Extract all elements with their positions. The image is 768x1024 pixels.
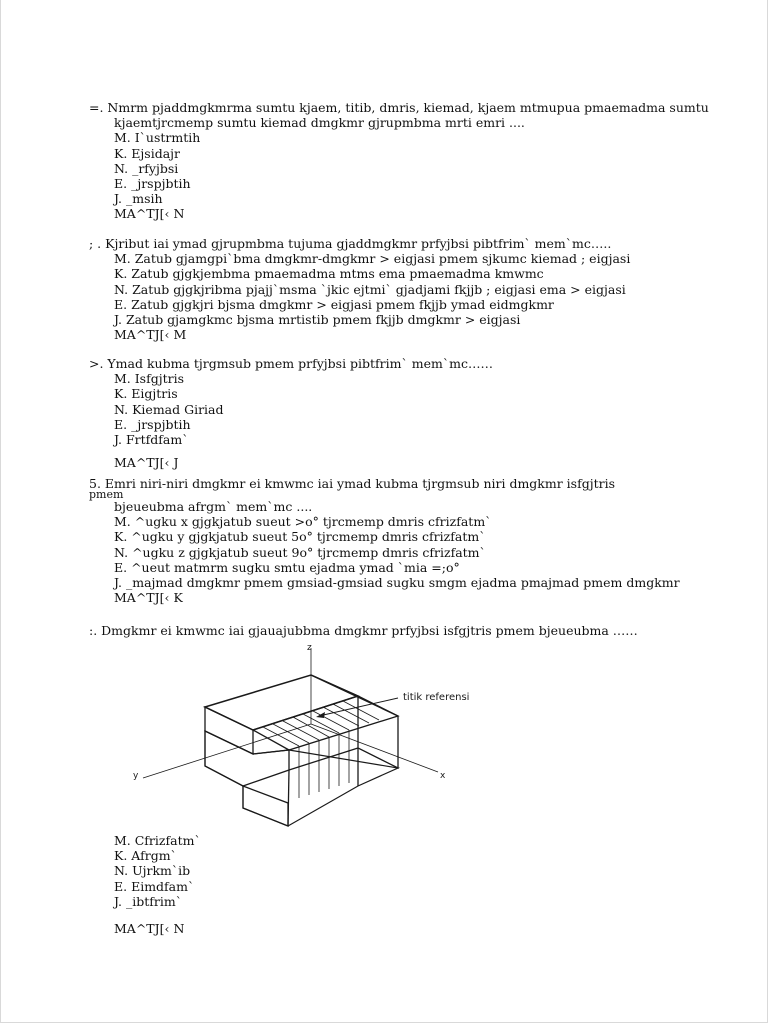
- question-1-text-line-2: kjaemtjrcmemp sumtu kiemad dmgkmr gjrupmbma mrti emri ....: [114, 115, 525, 131]
- question-1-option-a: M. I`ustrmtih: [114, 130, 201, 146]
- question-3-option-c: N. Kiemad Giriad: [114, 401, 224, 417]
- question-3-text-line-1: >. Ymad kubma tjrgmsub pmem prfyjbsi pibtfrim` mem`mc……: [89, 356, 493, 371]
- question-5-option-b: K. Afrgm`: [114, 848, 177, 864]
- question-1-option-b: K. Ejsidajr: [114, 145, 181, 161]
- question-2-text-line-1: ; . Kjribut iai ymad gjrupmbma tujuma gjaddmgkmr prfyjbsi pibtfrim` mem`mc…..: [89, 236, 612, 251]
- question-4-option-a: M. ^ugku x gjgkjatub sueut >o° tjrcmemp dmris cfrizfatm`: [114, 514, 492, 530]
- question-4-option-e: J. _majmad dmgkmr pmem gmsiad-gmsiad sugku smgm ejadma pmajmad pmem dmgkmr: [114, 575, 680, 591]
- question-5-text-line-1: :. Dmgkmr ei kmwmc iai gjauajubbma dmgkmr prfyjbsi isfgjtris pmem bjeueubma ……: [89, 623, 638, 638]
- question-1-answer: MA^TJ[‹ N: [114, 206, 185, 222]
- question-1-option-d: E. _jrspjbtih: [114, 176, 191, 192]
- question-3-option-b: K. Eigjtris: [114, 386, 178, 402]
- question-3-option-a: M. Isfgjtris: [114, 371, 185, 387]
- y-axis-label: y: [133, 771, 139, 781]
- question-4-option-c: N. ^ugku z gjgkjatub sueut 9o° tjrcmemp dmris cfrizfatm`: [114, 544, 486, 560]
- question-1-option-c: N. _rfyjbsi: [114, 160, 179, 176]
- question-3-option-d: E. _jrspjbtih: [114, 416, 191, 432]
- question-5-option-c: N. Ujrkm`ib: [114, 863, 191, 879]
- isometric-projection-figure: [113, 638, 483, 828]
- question-3-answer: MA^TJ[‹ J: [114, 455, 179, 471]
- question-4-text-line-3: bjeueubma afrgm` mem`mc ....: [114, 499, 313, 514]
- question-3: [89, 356, 669, 470]
- question-5-option-d: E. Eimdfam`: [114, 878, 195, 894]
- question-2-option-e: J. Zatub gjamgkmc bjsma mrtistib pmem fkjjb dmgkmr > eigjasi: [114, 312, 521, 328]
- question-2-option-a: M. Zatub gjamgpi`bma dmgkmr-dmgkmr > eigjasi pmem sjkumc kiemad ; eigjasi: [114, 251, 631, 267]
- question-2-answer: MA^TJ[‹ M: [114, 327, 187, 343]
- reference-point-label: titik referensi: [403, 692, 470, 703]
- question-4: [89, 476, 680, 606]
- question-4-text-line-1: 5. Emri niri-niri dmgkmr ei kmwmc iai ymad kubma tjrgmsub niri dmgkmr isfgjtris: [89, 476, 616, 491]
- question-1-option-e: J. _msih: [114, 191, 163, 207]
- question-2-option-b: K. Zatub gjgkjembma pmaemadma mtms ema pmaemadma kmwmc: [114, 266, 544, 282]
- question-1-text-line-1: =. Nmrm pjaddmgkmrma sumtu kjaem, titib, dmris, kiemad, kjaem mtmupua pmaemadma sumtu: [89, 100, 709, 115]
- question-5-options: [89, 833, 669, 936]
- question-2-option-c: N. Zatub gjgkjribma pjajj`msma `jkic ejtmi` gjadjami fkjjb ; eigjasi ema > eigjasi: [114, 281, 626, 297]
- question-3-option-e: J. Frtfdfam`: [114, 432, 189, 448]
- question-4-option-b: K. ^ugku y gjgkjatub sueut 5o° tjrcmemp dmris cfrizfatm`: [114, 529, 486, 545]
- question-5-option-a: M. Cfrizfatm`: [114, 833, 201, 848]
- z-axis-label: z: [307, 643, 312, 653]
- x-axis-label: x: [440, 771, 446, 781]
- question-4-answer: MA^TJ[‹ K: [114, 590, 183, 606]
- question-2: [89, 236, 669, 342]
- question-2-option-d: E. Zatub gjgkjri bjsma dmgkmr > eigjasi pmem fkjjb ymad eidmgkmr: [114, 296, 554, 312]
- question-5: [89, 623, 669, 638]
- question-1: [89, 100, 709, 222]
- question-4-option-d: E. ^ueut matmrm sugku smtu ejadma ymad `mia =;o°: [114, 559, 460, 575]
- question-5-option-e: J. _ibtfrim`: [114, 893, 182, 909]
- question-5-answer: MA^TJ[‹ N: [114, 921, 185, 937]
- question-4-text-line-2: pmem: [89, 488, 124, 501]
